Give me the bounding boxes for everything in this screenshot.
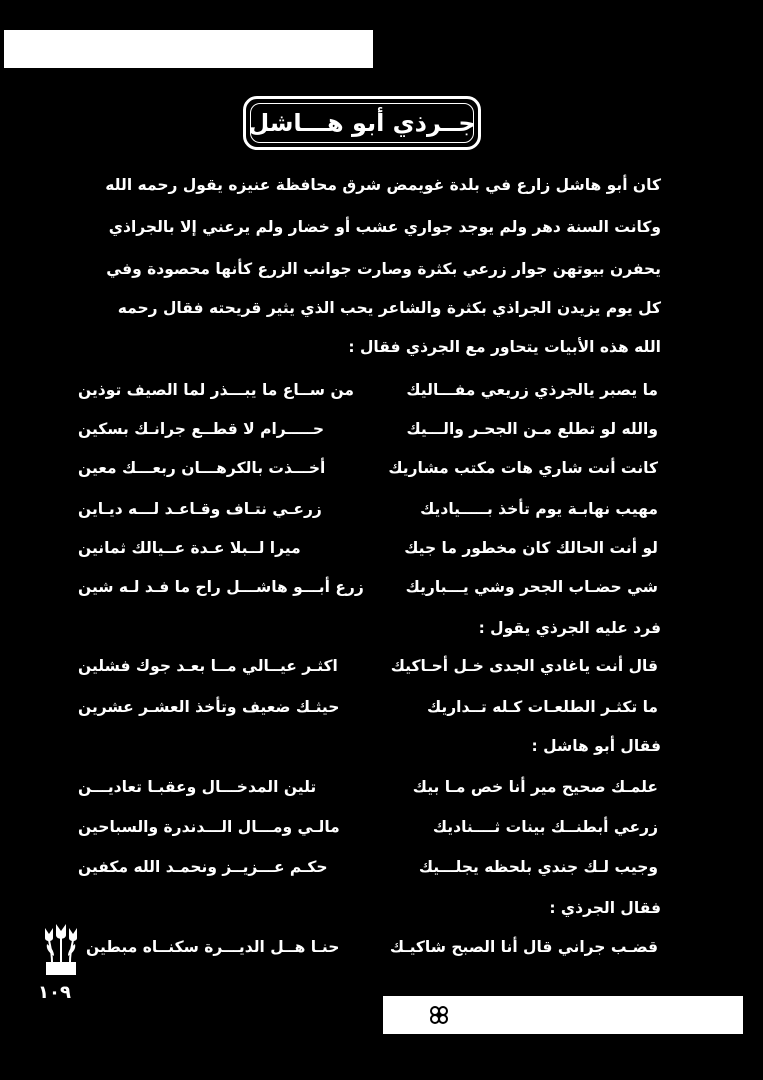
verse-second-hemistich: زرعـي نتـاف وقـاعـد لـــه ديـاين <box>78 500 322 518</box>
verse-line <box>78 818 658 844</box>
verse-line <box>78 539 658 565</box>
verse-first-hemistich: شي حضـاب الجحر وشي يـــباريك <box>405 578 658 596</box>
verse-first-hemistich: زرعي أبطنــك بينات ثــــناديك <box>432 818 658 836</box>
verse-second-hemistich: حنـا هــل الديـــرة سكنــاه مبطين <box>86 938 340 956</box>
verse-line <box>78 657 658 683</box>
verse-line <box>78 778 658 804</box>
verse-line <box>78 420 658 446</box>
verse-first-hemistich: علمـك صحيح مير أنا خص مـا بيك <box>412 778 658 796</box>
floral-ornament-icon <box>425 1003 455 1027</box>
verse-second-hemistich: حكـم عـــزيــز ونحمـد الله مكفين <box>78 858 328 876</box>
verse-second-hemistich: من ســاع ما يبـــذر لما الصيف توذين <box>78 381 354 399</box>
page-number: ١٠٩ <box>38 982 71 1003</box>
verse-first-hemistich: قضـب جراني قال أنا الصبح شاكيـك <box>389 938 658 956</box>
page-title: جــرذي أبو هـــاشل <box>248 109 476 137</box>
verse-first-hemistich: وجيب لـك جندي بلحظه يجلـــيك <box>418 858 658 876</box>
section-heading: فقال أبو هاشل : <box>531 737 661 755</box>
verse-first-hemistich: مهيب نهابـة يوم تأخذ بـــــياديك <box>420 500 658 518</box>
verse-line <box>78 858 658 884</box>
section-heading: فقال الجرذي : <box>549 899 661 917</box>
verse-second-hemistich: حـــــرام لا قطــع جرانـك بسكين <box>78 420 325 438</box>
verse-line <box>86 938 658 964</box>
verse-first-hemistich: ما يصبر يالجرذي زريعي مفـــاليك <box>406 381 658 399</box>
verse-first-hemistich: كانت أنت شاري هات مكتب مشاريك <box>388 459 658 477</box>
verse-second-hemistich: حيثـك ضعيف وتأخذ العشـر عشرين <box>78 698 340 716</box>
verse-line <box>78 578 658 604</box>
verse-second-hemistich: ميرا لــبلا عـدة عــيالك ثمانين <box>78 539 301 557</box>
verse-first-hemistich: ما تكثـر الطلعـات كـله تــداريك <box>426 698 658 716</box>
tulip-ornament-icon <box>42 922 80 978</box>
verse-second-hemistich: زرع أبـــو هاشـــل راح ما فـد لـه شين <box>78 578 364 596</box>
verse-second-hemistich: اكثـر عيــالي مــا بعـد جوك فشلين <box>78 657 338 675</box>
verse-first-hemistich: قال أنت ياغادي الجدى خـل أحـاكيك <box>390 657 658 675</box>
prose-line: كل يوم يزيدن الجراذي بكثرة والشاعر يحب الذي يثير قريحته فقال رحمه <box>117 299 661 317</box>
verse-second-hemistich: أخـــذت بالكرهـــان ربعـــك معين <box>78 459 326 477</box>
verse-first-hemistich: والله لو تطلع مـن الجحـر والـــيك <box>406 420 658 438</box>
prose-line: يحفرن بيوتهن جوار زرعي بكثرة وصارت جوانب الزرع كأنها محصودة وفي <box>106 260 661 278</box>
header-bar <box>4 30 373 68</box>
verse-line <box>78 459 658 485</box>
prose-line: كان أبو هاشل زارع في بلدة غويمض شرق محافظة عنيزه يقول رحمه الله <box>105 176 661 194</box>
verse-second-hemistich: مالـي ومـــال الـــدندرة والسباحين <box>78 818 340 836</box>
verse-line <box>78 698 658 724</box>
prose-line: الله هذه الأبيات يتحاور مع الجرذي فقال : <box>348 338 661 356</box>
verse-second-hemistich: تلين المدخـــال وعقبـا تعاديـــن <box>78 778 317 796</box>
verse-line <box>78 500 658 526</box>
section-heading: فرد عليه الجرذي يقول : <box>478 619 661 637</box>
prose-line: وكانت السنة دهر ولم يوجد جواري عشب أو خضار ولم يرعني إلا بالجراذي <box>108 218 661 236</box>
verse-first-hemistich: لو أنت الحالك كان مخطور ما جيك <box>404 539 658 557</box>
verse-line <box>78 381 658 407</box>
title-frame <box>243 96 481 150</box>
